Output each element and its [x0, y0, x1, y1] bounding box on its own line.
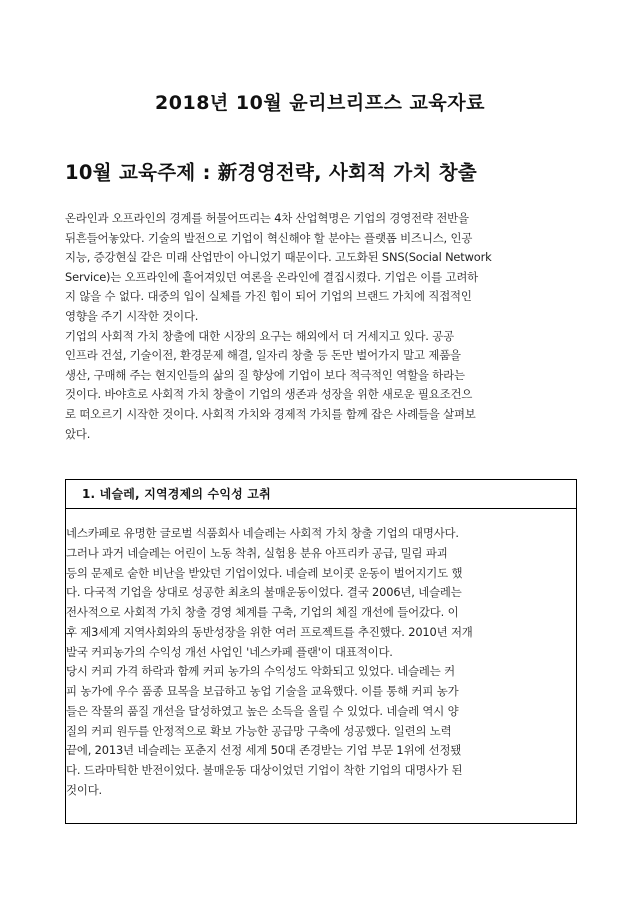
intro-line: 생산, 구매해 주는 현지인들의 삶의 질 향상에 기업이 보다 적극적인 역할을 하라는 [65, 367, 465, 382]
intro-line: 지 않을 수 없다. 대중의 입이 실체를 가진 힘이 되어 기업의 브랜드 가치에 직접적인 [65, 289, 472, 304]
case-line: 발국 커피농가의 수익성 개선 사업인 '네스카페 플랜'이 대표적이다. [66, 644, 393, 659]
case-line: 등의 문제로 숱한 비난을 받았던 기업이었다. 네슬레 보이콧 운동이 벌어지기도 했 [66, 565, 463, 580]
case-line: 후 제3세계 지역사회와의 동반성장을 위한 여러 프로젝트를 추진했다. 2010년 저개 [66, 624, 473, 639]
document-title: 2018년 10월 윤리브리프스 교육자료 [155, 92, 485, 114]
case-study-title: 1. 네슬레, 지역경제의 수익성 고취 [82, 487, 271, 501]
intro-paragraphs [65, 209, 588, 444]
intro-line: 뒤흔들어놓았다. 기술의 발전으로 기업이 혁신해야 할 분야는 플랫폼 비즈니스, 인공 [65, 230, 473, 245]
intro-line: 온라인과 오프라인의 경계를 허물어뜨리는 4차 산업혁명은 기업의 경영전략 전반을 [65, 211, 469, 225]
case-line: 피 농가에 우수 품종 묘목을 보급하고 농업 기술을 교육했다. 이를 통해 커피 농가 [66, 684, 459, 698]
case-study-header [66, 480, 576, 509]
case-line: 전사적으로 사회적 가치 창출 경영 체계를 구축, 기업의 체질 개선에 들어갔다. 이 [66, 605, 459, 619]
education-topic-heading: 10월 교육주제 : 新경영전략, 사회적 가치 창출 [65, 161, 478, 184]
case-line: 것이다. [66, 782, 103, 797]
case-line: 당시 커피 가격 하락과 함께 커피 농가의 수익성도 악화되고 있었다. 네슬레는 커 [66, 664, 455, 679]
intro-line: 로 떠오르기 시작한 것이다. 사회적 가치와 경제적 가치를 함께 잡은 사례들을 살펴보 [65, 406, 476, 421]
case-line: 질의 커피 원두를 안정적으로 확보 가능한 공급망 구축에 성공했다. 일련의 노력 [66, 723, 452, 738]
intro-line: 기업의 사회적 가치 창출에 대한 시장의 요구는 해외에서 더 거세지고 있다. 공공 [65, 328, 454, 343]
case-line: 네스카페로 유명한 글로벌 식품회사 네슬레는 사회적 가치 창출 기업의 대명사다. [66, 526, 459, 540]
intro-line: 지능, 증강현실 같은 미래 산업만이 아니었기 때문이다. 고도화된 SNS(Social Network [65, 250, 492, 265]
intro-line: Service)는 오프라인에 흩어져있던 여론을 온라인에 결집시켰다. 기업은 이를 고려하 [65, 269, 479, 284]
case-study-body [66, 524, 574, 801]
intro-line: 것이다. 바야흐로 사회적 가치 창출이 기업의 생존과 성장을 위한 새로운 필요조건으 [65, 387, 473, 402]
case-line: 그러나 과거 네슬레는 어린이 노동 착취, 실험용 분유 아프리카 공급, 밀림 파괴 [66, 545, 448, 560]
case-study-box [65, 479, 577, 824]
case-line: 끝에, 2013년 네슬레는 포춘지 선정 세계 50대 존경받는 기업 부문 1위에 선정됐 [66, 743, 462, 758]
case-line: 다. 다국적 기업을 상대로 성공한 최초의 불매운동이었다. 결국 2006년, 네슬레는 [66, 585, 462, 600]
intro-line: 인프라 건설, 기술이전, 환경문제 해결, 일자리 창출 등 돈만 벌어가지 말고 제품을 [65, 348, 461, 363]
case-line: 다. 드라마틱한 반전이었다. 불매운동 대상이었던 기업이 착한 기업의 대명사가 된 [66, 763, 463, 777]
intro-line: 영향을 주기 시작한 것이다. [65, 308, 199, 323]
case-line: 들은 작물의 품질 개선을 달성하였고 높은 소득을 올릴 수 있었다. 네슬레 역시 양 [66, 703, 459, 718]
intro-line: 았다. [65, 426, 91, 441]
